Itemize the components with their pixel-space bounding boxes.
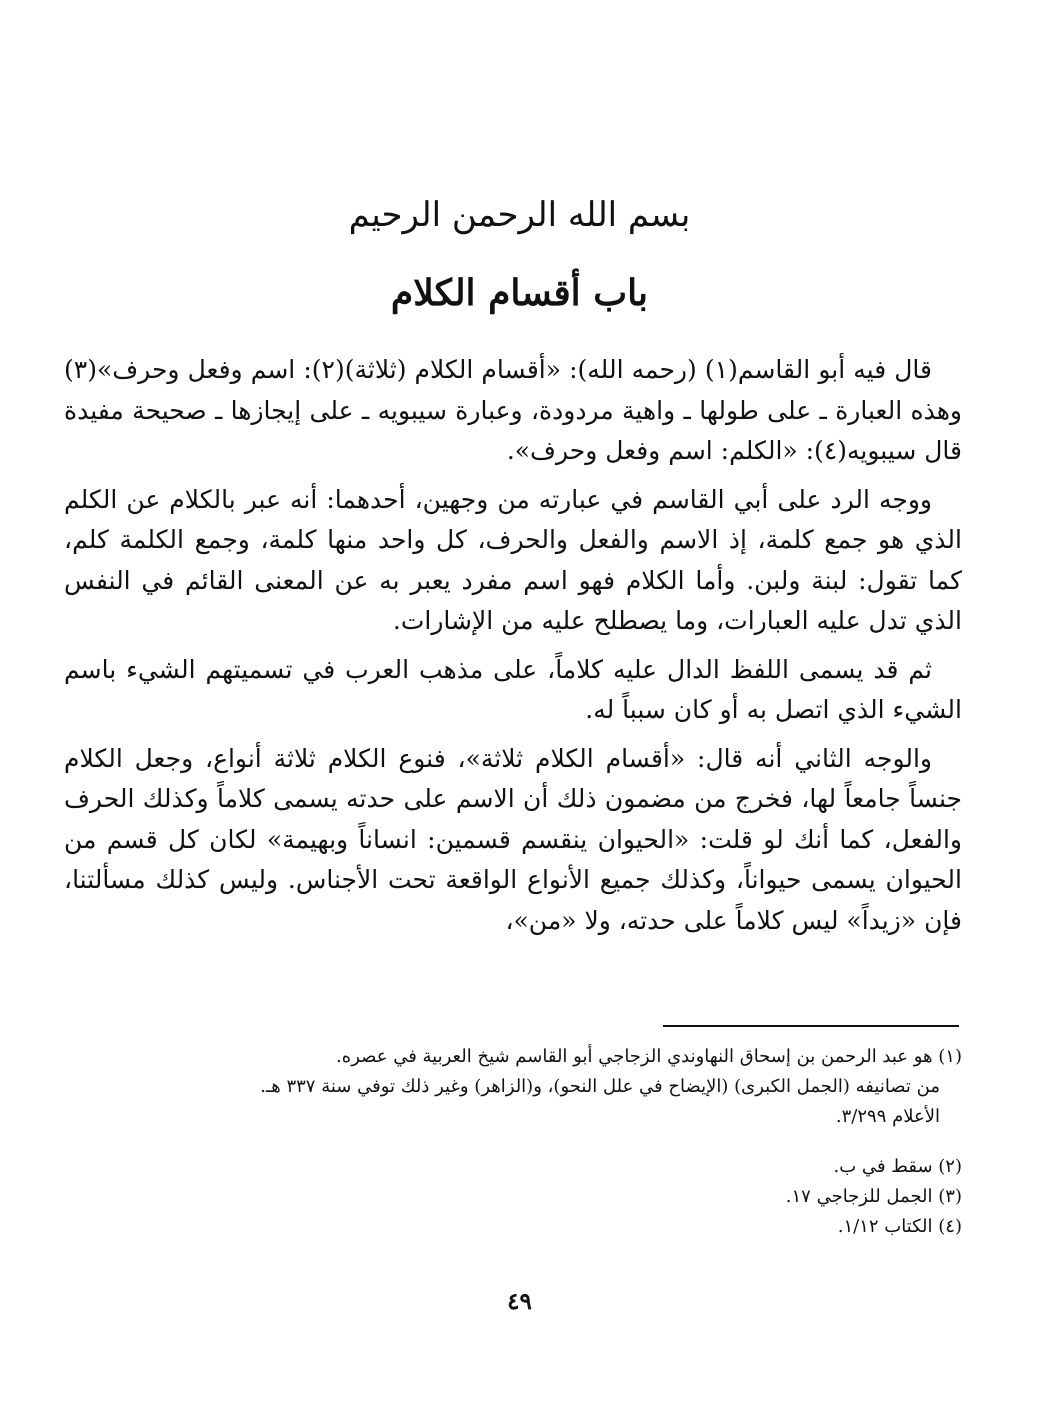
chapter-title: باب أقسام الكلام xyxy=(390,272,649,314)
footnote-1-line-3: الأعلام ٣/٢٩٩. xyxy=(835,1106,940,1127)
paragraph-1: قال فيه أبو القاسم(١) (رحمه الله): «أقسام الكلام (ثلاثة)(٢): اسم وفعل وحرف»(٣) وهذه العبارة ـ على طولها ـ واهية مردودة، وعبارة سيبويه ـ على إيجازها ـ صحيحة مفيدة قال سيبويه(٤): «الكلم: اسم وفعل وحرف». xyxy=(64,355,962,465)
footnote-1-line-1: (١) هو عبد الرحمن بن إسحاق النهاوندي الزجاجي أبو القاسم شيخ العربية في عصره. xyxy=(336,1046,962,1067)
footnotes xyxy=(80,1042,962,1242)
paragraph-3: ثم قد يسمى اللفظ الدال عليه كلاماً، على مذهب العرب في تسميتهم الشيء باسم الشيء الذي اتصل به أو كان سبباً له. xyxy=(64,654,962,724)
footnote-1-line-2: من تصانيفه (الجمل الكبرى) (الإيضاح في علل النحو)، و(الزاهر) وغير ذلك توفي سنة ٣٣٧ هـ. xyxy=(260,1076,940,1097)
page-number: ٤٩ xyxy=(507,1288,532,1315)
footnote-3: (٣) الجمل للزجاجي ١٧. xyxy=(785,1186,962,1207)
footnote-separator xyxy=(663,1025,959,1027)
footnote-2: (٢) سقط في ب. xyxy=(833,1156,962,1177)
paragraph-2: ووجه الرد على أبي القاسم في عبارته من وجهين، أحدهما: أنه عبر بالكلام عن الكلم الذي هو جمع كلمة، إذ الاسم والفعل والحرف، كل واحد منها كلمة، وجمع الكلمة كلم، كما تقول: لبنة ولبن. وأما الكلام فهو اسم مفرد يعبر به عن المعنى القائم في النفس الذي تدل عليه العبارات، وما يصطلح عليه من الإشارات. xyxy=(64,484,962,635)
main-text xyxy=(64,350,962,949)
paragraph-4: والوجه الثاني أنه قال: «أقسام الكلام ثلاثة»، فنوع الكلام ثلاثة أنواع، وجعل الكلام جنساً جامعاً لها، فخرج من مضمون ذلك أن الاسم على حدته يسمى كلاماً وكذلك الحرف والفعل، كما أنك لو قلت: «الحيوان ينقسم قسمين: انساناً وبهيمة» لكان كل قسم من الحيوان يسمى حيواناً، وكذلك جميع الأنواع الواقعة تحت الأجناس. وليس كذلك مسألتنا، فإن «زيداً» ليس كلاماً على حدته، ولا «من»، xyxy=(64,743,962,935)
footnote-4: (٤) الكتاب ١/١٢. xyxy=(837,1216,962,1237)
basmala-heading: بسم الله الرحمن الرحيم xyxy=(348,195,691,235)
